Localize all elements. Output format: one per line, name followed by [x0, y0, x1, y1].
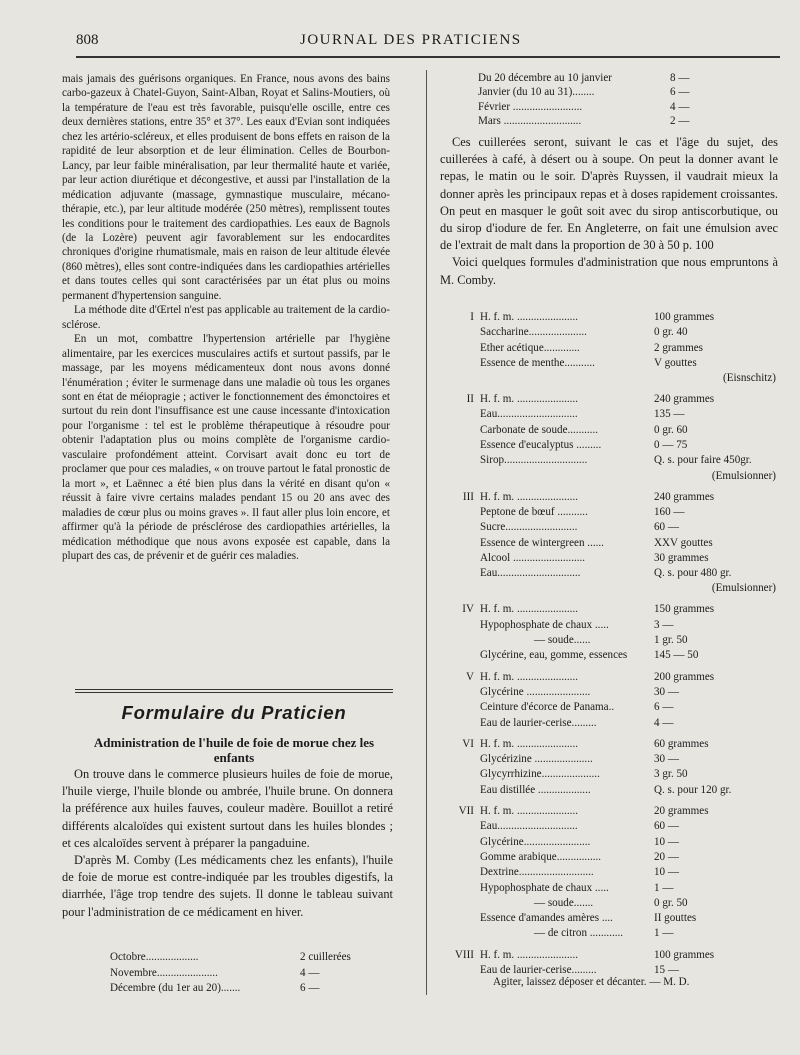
formula-block: [440, 491, 780, 598]
formula-row: [440, 927, 780, 942]
ingredient-quantity: 60 —: [654, 521, 679, 534]
formula-row: [440, 491, 780, 506]
formula-row: [440, 408, 780, 423]
ingredient-quantity: XXV gouttes: [654, 536, 713, 549]
formula-row: [440, 552, 780, 567]
formula-row: [440, 671, 780, 686]
ingredient-quantity: 6 —: [654, 701, 674, 714]
ingredient-quantity: 10 —: [654, 835, 679, 848]
ingredient-name: H. f. m. ......................: [480, 393, 578, 406]
ingredient-quantity: 20 —: [654, 850, 679, 863]
paragraph: On trouve dans le commerce plusieurs huiles de foie de morue, l'huile vierge, l'huile blonde ou ambrée, l'huile brune. On donnera la préférence aux huiles fauves, couleur madère. Bouillot a retiré différents alcaloïdes qui existent surtout dans les huiles blondes ; et ces alcaloïdes servent à préparer la pangaduine.: [62, 767, 393, 850]
month-label: Décembre (du 1er au 20).......: [110, 982, 241, 994]
formula-row: [440, 326, 780, 341]
dose-value: 4 —: [300, 966, 320, 979]
ingredient-name: Eau.............................: [480, 820, 578, 833]
ingredient-quantity: 1 —: [654, 881, 674, 894]
formula-block: [440, 949, 780, 980]
ingredient-quantity: 1 gr. 50: [654, 634, 688, 647]
section-rule: [75, 692, 393, 693]
formula-row: [440, 506, 780, 521]
ingredient-name: Glycérine .......................: [480, 685, 591, 698]
formula-row: [440, 649, 780, 664]
ingredient-quantity: 1 —: [654, 927, 674, 940]
ingredient-name: Carbonate de soude...........: [480, 423, 598, 436]
journal-title: JOURNAL DES PRATICIENS: [300, 32, 522, 48]
ingredient-quantity: 4 —: [654, 716, 674, 729]
section-title: Formulaire du Praticien: [121, 702, 347, 723]
formula-number: VIII: [454, 948, 474, 961]
paragraph: D'après M. Comby (Les médicaments chez les enfants), l'huile de foie de morue est contre-indiquée par les troubles digestifs, la diarrhée, l'âge trop tendre des sujets. Il donne le tableau suivant pour l'administration de ce médicament en hiver.: [62, 853, 393, 919]
dose-value: 2 —: [670, 114, 690, 127]
dose-value: 2 cuillerées: [300, 951, 351, 963]
ingredient-quantity: 160 —: [654, 505, 685, 518]
formula-number: II: [466, 393, 474, 406]
formula-row: [440, 912, 780, 927]
formula-block: [440, 393, 780, 484]
ingredient-quantity: 20 grammes: [654, 805, 709, 818]
formula-source: (Emulsionner): [711, 469, 776, 482]
ingredient-name: Peptone de bœuf ...........: [480, 505, 588, 518]
ingredient-name: Glycyrrhizine.....................: [480, 768, 600, 781]
ingredient-name: Essence d'amandes amères ....: [480, 912, 613, 925]
formula-row: [440, 866, 780, 881]
ingredient-name: Saccharine.....................: [480, 326, 587, 339]
ingredient-name: H. f. m. ......................: [480, 948, 578, 961]
formula-block: [440, 603, 780, 664]
formula-block: [440, 311, 780, 387]
formula-number: VI: [462, 737, 474, 750]
ingredient-quantity: 0 — 75: [654, 439, 688, 452]
paragraph: mais jamais des guérisons organiques. En France, nous avons des bains carbo-gazeux à Chatel-Guyon, Saint-Alban, Royat et Salins-Moutiers, où la température de l'eau est très favorable, puisqu'elle oscille, entre ces deux dernières stations, entre 35° et 37°. Les eaux d'Evian sont indiquées chez les artério-scléreux, et elles produisent de bons effets en raison de la rapidité de leur absorption et de leur élimination. Celles de Bourbon-Lancy, par leur faible minéralisation, par leur thermalité haute et variée, par leur action diurétique et décongestive, et aussi par l'installation de la médication adjuvante (massage, gymnastique musculaire, mécano-thérapie, etc.), par leur altitude modérée (250 mètres), remplissent toutes les conditions pour le traitement des cardiopathies. Les eaux de Bagnols (de la Lozère) peuvent agir favorablement sur les endocardites chroniques d'origine rhumatismale, mais en raison de leur altitude élevée (860 mètres), elles sont contre-indiquées dans les cardiopathies artérielles et dans toutes celles qui sont caractérisées par un état plus ou moins permanent d'hypertension sanguine.: [62, 73, 390, 302]
ingredient-quantity: 100 grammes: [654, 311, 715, 323]
formula-row: [440, 634, 780, 649]
ingredient-quantity: 30 grammes: [654, 551, 709, 564]
month-label: Janvier (du 10 au 31)........: [478, 86, 595, 99]
column-divider: [426, 70, 427, 995]
ingredient-name: H. f. m. ......................: [480, 603, 578, 616]
left-column-article: [62, 72, 390, 563]
month-label: Février .........................: [478, 100, 583, 113]
formula-row: [440, 753, 780, 768]
left-column-body: [62, 766, 393, 921]
ingredient-name: H. f. m. ......................: [480, 490, 578, 503]
ingredient-name: Essence d'eucalyptus .........: [480, 439, 602, 452]
closing-note: Agiter, laissez déposer et décanter. — M. D.: [493, 976, 690, 988]
formula-row: [440, 393, 780, 408]
ingredient-quantity: 100 grammes: [654, 948, 715, 961]
ingredient-name: H. f. m. ......................: [480, 670, 578, 683]
dose-value: 6 —: [670, 86, 690, 99]
ingredient-quantity: Q. s. pour 120 gr.: [654, 783, 732, 796]
formula-row: [440, 768, 780, 783]
formula-row: [440, 521, 780, 536]
formula-row: [440, 701, 780, 716]
dosage-row: [478, 72, 778, 86]
month-label: Octobre...................: [110, 951, 199, 963]
dosage-row: [478, 101, 778, 115]
ingredient-name: Gomme arabique................: [480, 850, 602, 863]
ingredient-quantity: 0 gr. 60: [654, 423, 688, 436]
dosage-row: [110, 982, 370, 998]
ingredient-name: Dextrine...........................: [480, 866, 594, 879]
formula-source: (Eisnschitz): [723, 372, 776, 385]
dosage-row: [478, 115, 778, 129]
ingredient-quantity: 3 gr. 50: [654, 768, 688, 781]
subheading: Administration de l'huile de foie de morue chez les enfants: [93, 735, 375, 765]
ingredient-quantity: 15 —: [654, 963, 679, 976]
page-number: 808: [76, 32, 99, 48]
dosage-row: [110, 951, 370, 967]
formula-row: [440, 949, 780, 964]
formula-row: [440, 342, 780, 357]
paragraph: La méthode dite d'Œrtel n'est pas applicable au traitement de la cardio-sclérose.: [62, 304, 390, 331]
dose-value: 8 —: [670, 72, 690, 84]
dosage-table-continued: [478, 72, 778, 129]
formula-row: [440, 686, 780, 701]
formula-row: [440, 851, 780, 866]
formula-number: IV: [462, 603, 474, 616]
ingredient-quantity: 240 grammes: [654, 393, 715, 406]
formula-row: [440, 717, 780, 732]
month-label: Mars ............................: [478, 114, 582, 127]
ingredient-quantity: 10 —: [654, 866, 679, 879]
ingredient-name: Eau de laurier-cerise.........: [480, 963, 597, 976]
formula-number: V: [465, 670, 474, 683]
formula-row: [440, 784, 780, 799]
dosage-row: [110, 967, 370, 983]
ingredient-quantity: 30 —: [654, 753, 679, 766]
ingredient-name: Hypophosphate de chaux .....: [480, 881, 609, 894]
paragraph: Voici quelques formules d'administration que nous empruntons à M. Comby.: [440, 255, 778, 287]
formula-row: [440, 603, 780, 618]
ingredient-quantity: II gouttes: [654, 912, 697, 925]
formula-number: VII: [458, 805, 474, 818]
ingredient-name: Glycérizine .....................: [480, 753, 593, 766]
formula-row: [440, 805, 780, 820]
formula-row: [440, 537, 780, 552]
formula-number: I: [470, 311, 474, 323]
ingredient-name: Eau..............................: [480, 567, 581, 580]
formula-block: [440, 738, 780, 799]
ingredient-quantity: 2 grammes: [654, 341, 703, 354]
section-rule: [75, 689, 393, 690]
formula-row: [440, 836, 780, 851]
formula-row: [440, 882, 780, 897]
ingredient-name: Glycérine, eau, gomme, essences: [480, 649, 628, 662]
formula-row: [440, 897, 780, 912]
formula-block: [440, 671, 780, 732]
ingredient-quantity: 60 —: [654, 820, 679, 833]
ingredient-name: Hypophosphate de chaux .....: [480, 618, 609, 631]
ingredient-quantity: 0 gr. 50: [654, 896, 688, 909]
ingredient-name: Ceinture d'écorce de Panama..: [480, 701, 615, 714]
formula-row: [440, 439, 780, 454]
ingredient-name: Eau distillée ...................: [480, 783, 591, 796]
month-label: Novembre......................: [110, 966, 218, 979]
ingredient-name: — soude......: [534, 634, 591, 647]
formula-row: [440, 619, 780, 634]
ingredient-name: — soude.......: [534, 896, 594, 909]
ingredient-quantity: 3 —: [654, 618, 674, 631]
ingredient-quantity: 30 —: [654, 685, 679, 698]
ingredient-quantity: 150 grammes: [654, 603, 715, 616]
formula-row: [440, 738, 780, 753]
page-header: [0, 32, 800, 52]
dose-value: 6 —: [300, 982, 320, 994]
formula-row: [440, 567, 780, 582]
header-rule: [76, 56, 780, 58]
ingredient-name: Glycérine........................: [480, 835, 591, 848]
ingredient-quantity: Q. s. pour 480 gr.: [654, 567, 732, 580]
formula-row: [440, 424, 780, 439]
dosage-row: [478, 86, 778, 100]
formula-row: [440, 311, 780, 326]
right-column-text: [440, 134, 778, 289]
ingredient-name: Essence de menthe...........: [480, 356, 595, 369]
formula-block: [440, 805, 780, 943]
ingredient-name: Sucre..........................: [480, 521, 578, 534]
ingredient-name: H. f. m. ......................: [480, 311, 578, 323]
ingredient-quantity: 200 grammes: [654, 670, 715, 683]
ingredient-name: H. f. m. ......................: [480, 737, 578, 750]
formula-row: [440, 454, 780, 469]
ingredient-quantity: 240 grammes: [654, 490, 715, 503]
dose-value: 4 —: [670, 100, 690, 113]
ingredient-name: Eau.............................: [480, 408, 578, 421]
formula-source: (Emulsionner): [711, 582, 776, 595]
formula-row: [440, 820, 780, 835]
paragraph: En un mot, combattre l'hypertension artérielle par l'hygiène alimentaire, par les exercices musculaires actifs et surtout passifs, par le massage, par les moyens médicamenteux dont nous avons donné l'énumération ; éviter le surmenage dans une maladie où tous les organes sont en état de méiopragie ; activer le fonctionnement des émonctoires et surtout du rein dont l'insuffisance est une cause incessante d'intoxication pour l'organisme : tel est le problème thérapeutique à résoudre pour obtenir l'adaptation plus ou moins complète de l'organisme cardio-vasculaire profondément atteint. Corvisart avait donc eu tort de proclamer que pour ces maladies, « on trouve partout le fatal pronostic de la mort », et Laënnec a été bien plus dans la vérité en disant qu'on « réussit à faire vivre certains malades pendant 15 ou 20 ans avec des maladies de cœur plus ou moins graves ». Il faut aller plus loin encore, et affirmer qu'à la période de présclérose des cardiopathies artérielles, la médication méthodique que nous avons exposée est capable, dans la plupart des cas, de prévenir et de guérir ces maladies.: [62, 333, 390, 562]
ingredient-name: H. f. m. ......................: [480, 805, 578, 818]
ingredient-name: Alcool ..........................: [480, 551, 586, 564]
formula-number: III: [462, 490, 474, 503]
formula-row: [440, 357, 780, 372]
ingredient-name: Ether acétique.............: [480, 341, 580, 354]
formula-list: [440, 311, 780, 985]
ingredient-name: Sirop..............................: [480, 454, 588, 467]
month-label: Du 20 décembre au 10 janvier: [478, 72, 612, 84]
ingredient-quantity: Q. s. pour faire 450gr.: [654, 454, 752, 467]
ingredient-quantity: V gouttes: [654, 356, 697, 369]
ingredient-quantity: 60 grammes: [654, 737, 709, 750]
ingredient-name: Essence de wintergreen ......: [480, 536, 604, 549]
ingredient-name: — de citron ............: [534, 927, 624, 940]
ingredient-name: Eau de laurier-cerise.........: [480, 716, 597, 729]
ingredient-quantity: 135 —: [654, 408, 685, 421]
dosage-table: [110, 951, 370, 998]
ingredient-quantity: 0 gr. 40: [654, 326, 688, 339]
paragraph: Ces cuillerées seront, suivant le cas et l'âge du sujet, des cuillerées à café, à désert ou à soupe. On peut la donner avant le repas, le matin ou le soir. D'après Ruyssen, il vaudrait mieux la donner après les principaux repas et à doses rapidement croissantes. On peut en masquer le goût soit avec du sirop antiscorbutique, ou du sirop d'iodure de fer. En Angleterre, on fait une émulsion avec de l'extrait de malt dans la proportion de 30 à 50 p. 100: [440, 135, 778, 253]
ingredient-quantity: 145 — 50: [654, 649, 699, 662]
